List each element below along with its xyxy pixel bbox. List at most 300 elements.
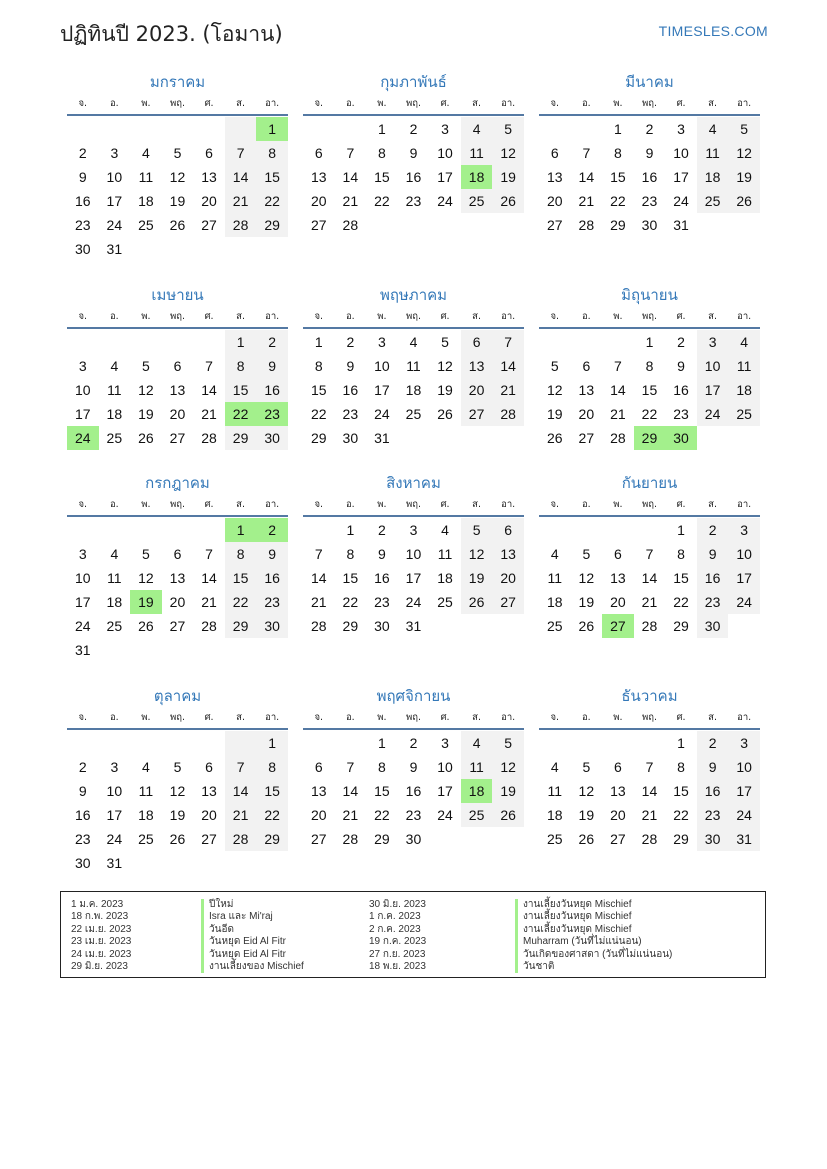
empty-cell xyxy=(67,731,99,755)
day-cell: 3 xyxy=(78,546,87,562)
day-cell: 7 xyxy=(645,546,654,562)
day-cell: 4 xyxy=(461,117,493,141)
day-cell: 2 xyxy=(645,121,654,137)
weekday-label: อา. xyxy=(501,499,516,510)
day-cell: 4 xyxy=(110,358,119,374)
legend-date: 30 มิ.ย. 2023 xyxy=(369,899,426,910)
day-cell: 9 xyxy=(378,546,386,562)
day-cell: 27 xyxy=(201,831,217,847)
day-cell: 3 xyxy=(728,518,760,542)
day-cell: 24 xyxy=(728,803,760,827)
day-cell: 29 xyxy=(225,614,257,638)
day-cell: 11 xyxy=(728,354,760,378)
weekday-label: จ. xyxy=(550,499,560,510)
empty-cell xyxy=(99,731,131,755)
holiday-day-cell: 1 xyxy=(256,117,288,141)
month-block xyxy=(539,283,760,450)
weekday-label: ศ. xyxy=(204,311,214,322)
day-cell: 30 xyxy=(697,827,729,851)
day-cell: 3 xyxy=(409,522,418,538)
day-cell: 12 xyxy=(138,382,154,398)
day-cell: 4 xyxy=(697,117,729,141)
day-cell: 2 xyxy=(256,330,288,354)
day-cell: 7 xyxy=(205,546,213,562)
day-cell: 27 xyxy=(492,590,524,614)
day-cell: 3 xyxy=(728,731,760,755)
month-name: มิถุนายน xyxy=(621,286,678,304)
day-cell: 3 xyxy=(110,759,119,775)
month-name: กุมภาพันธ์ xyxy=(380,73,447,91)
weekday-label: พฤ. xyxy=(641,712,657,723)
empty-cell xyxy=(193,117,225,141)
day-cell: 8 xyxy=(256,141,288,165)
weekday-label: อ. xyxy=(581,98,591,109)
day-cell: 14 xyxy=(225,779,257,803)
day-cell: 15 xyxy=(641,382,658,398)
day-cell: 5 xyxy=(173,759,182,775)
month-block xyxy=(303,283,524,450)
day-cell: 21 xyxy=(578,193,595,209)
day-cell: 1 xyxy=(378,735,386,751)
day-cell: 15 xyxy=(225,566,257,590)
day-cell: 20 xyxy=(610,807,626,823)
day-cell: 25 xyxy=(138,217,154,233)
weekday-label: อา. xyxy=(737,499,752,510)
day-cell: 18 xyxy=(437,570,453,586)
weekday-label: ศ. xyxy=(440,499,450,510)
day-cell: 27 xyxy=(461,402,493,426)
day-cell: 21 xyxy=(492,378,524,402)
day-grid xyxy=(539,117,760,237)
day-cell: 21 xyxy=(342,807,359,823)
weekday-label: ส. xyxy=(708,98,717,109)
weekday-header xyxy=(303,94,524,116)
day-cell: 30 xyxy=(256,614,288,638)
day-cell: 30 xyxy=(405,831,422,847)
weekday-label: ศ. xyxy=(676,311,686,322)
weekday-label: อ. xyxy=(345,499,355,510)
weekday-label: พฤ. xyxy=(641,98,657,109)
empty-cell xyxy=(571,330,603,354)
day-cell: 15 xyxy=(673,783,689,799)
holiday-day-cell: 2 xyxy=(256,518,288,542)
day-cell: 6 xyxy=(314,145,323,161)
day-cell: 10 xyxy=(437,759,453,775)
empty-cell xyxy=(571,518,603,542)
weekday-label: พฤ. xyxy=(405,311,421,322)
day-cell: 16 xyxy=(697,779,729,803)
day-cell: 22 xyxy=(610,193,626,209)
weekday-label: ส. xyxy=(236,712,245,723)
day-cell: 29 xyxy=(225,426,257,450)
weekday-label: ส. xyxy=(472,712,481,723)
day-cell: 6 xyxy=(550,145,559,161)
day-cell: 3 xyxy=(441,121,449,137)
month-name: กรกฎาคม xyxy=(145,474,210,492)
month-name: กันยายน xyxy=(621,474,678,492)
empty-cell xyxy=(193,518,225,542)
day-cell: 22 xyxy=(256,803,288,827)
legend-name: วันหยุด Eid Al Fitr xyxy=(201,949,304,961)
legend-date: 27 ก.ย. 2023 xyxy=(369,948,426,960)
empty-cell xyxy=(539,330,571,354)
day-cell: 21 xyxy=(225,803,257,827)
weekday-label: พฤ. xyxy=(641,311,657,322)
day-cell: 5 xyxy=(550,358,559,374)
weekday-label: ส. xyxy=(708,311,717,322)
day-cell: 27 xyxy=(310,831,327,847)
day-cell: 16 xyxy=(374,570,390,586)
day-cell: 7 xyxy=(346,759,355,775)
day-cell: 17 xyxy=(437,169,453,185)
day-cell: 15 xyxy=(342,570,359,586)
day-cell: 29 xyxy=(256,827,288,851)
day-cell: 8 xyxy=(378,145,386,161)
empty-cell xyxy=(99,518,131,542)
empty-cell xyxy=(539,117,571,141)
weekday-label: ศ. xyxy=(676,712,686,723)
empty-cell xyxy=(335,117,367,141)
day-cell: 5 xyxy=(461,518,493,542)
day-cell: 18 xyxy=(728,378,760,402)
day-cell: 17 xyxy=(673,169,689,185)
day-cell: 16 xyxy=(74,193,91,209)
day-cell: 28 xyxy=(225,827,257,851)
day-cell: 19 xyxy=(169,193,186,209)
day-cell: 28 xyxy=(310,618,327,634)
day-cell: 22 xyxy=(310,406,327,422)
day-cell: 29 xyxy=(673,831,689,847)
day-cell: 22 xyxy=(374,807,390,823)
day-cell: 17 xyxy=(374,382,390,398)
day-cell: 5 xyxy=(582,546,591,562)
day-cell: 11 xyxy=(138,783,154,799)
day-cell: 27 xyxy=(546,217,563,233)
day-cell: 12 xyxy=(578,570,595,586)
weekday-header xyxy=(539,495,760,517)
day-grid xyxy=(539,330,760,450)
day-cell: 28 xyxy=(342,217,359,233)
legend-names-right xyxy=(515,899,672,973)
day-cell: 9 xyxy=(346,358,355,374)
day-cell: 14 xyxy=(578,169,595,185)
empty-cell xyxy=(162,518,194,542)
day-cell: 17 xyxy=(405,570,422,586)
weekday-label: จ. xyxy=(550,712,560,723)
weekday-label: อา. xyxy=(737,311,752,322)
day-cell: 28 xyxy=(492,402,524,426)
holiday-day-cell: 23 xyxy=(256,402,288,426)
day-cell: 15 xyxy=(256,779,288,803)
day-cell: 20 xyxy=(610,594,626,610)
weekday-label: อา. xyxy=(501,311,516,322)
empty-cell xyxy=(602,330,634,354)
day-cell: 24 xyxy=(697,402,729,426)
day-cell: 10 xyxy=(74,382,91,398)
day-cell: 4 xyxy=(142,145,150,161)
day-cell: 29 xyxy=(610,217,626,233)
day-cell: 24 xyxy=(405,594,422,610)
day-cell: 24 xyxy=(374,406,390,422)
day-cell: 8 xyxy=(346,546,355,562)
weekday-label: พฤ. xyxy=(169,311,185,322)
day-cell: 18 xyxy=(405,382,422,398)
weekday-label: พ. xyxy=(613,712,623,723)
day-cell: 17 xyxy=(106,193,123,209)
day-cell: 14 xyxy=(342,169,359,185)
empty-cell xyxy=(130,731,162,755)
day-cell: 14 xyxy=(342,783,359,799)
holiday-legend xyxy=(60,891,766,978)
month-block xyxy=(539,471,760,638)
legend-date: 2 ก.ค. 2023 xyxy=(369,923,421,935)
day-cell: 12 xyxy=(492,141,524,165)
day-cell: 19 xyxy=(461,566,493,590)
weekday-label: ศ. xyxy=(204,499,214,510)
day-cell: 27 xyxy=(169,618,186,634)
day-cell: 26 xyxy=(437,406,453,422)
day-cell: 29 xyxy=(342,618,359,634)
day-cell: 26 xyxy=(578,618,595,634)
day-cell: 1 xyxy=(614,121,622,137)
day-cell: 28 xyxy=(578,217,595,233)
legend-name: วันเกิดของศาสดา (วันที่ไม่แน่นอน) xyxy=(515,949,672,961)
day-cell: 6 xyxy=(314,759,323,775)
month-block xyxy=(303,471,524,638)
day-cell: 23 xyxy=(697,590,729,614)
day-cell: 8 xyxy=(225,542,257,566)
day-cell: 19 xyxy=(437,382,453,398)
day-cell: 13 xyxy=(492,542,524,566)
day-cell: 31 xyxy=(106,241,123,257)
day-cell: 13 xyxy=(578,382,595,398)
day-cell: 9 xyxy=(409,145,418,161)
legend-name: งานเลี้ยงวันหยุด Mischief xyxy=(515,899,672,911)
day-cell: 10 xyxy=(106,169,123,185)
day-cell: 25 xyxy=(728,402,760,426)
weekday-label: พ. xyxy=(377,311,387,322)
weekday-label: อ. xyxy=(581,499,591,510)
day-cell: 28 xyxy=(342,831,359,847)
day-cell: 27 xyxy=(169,430,186,446)
day-cell: 20 xyxy=(578,406,595,422)
day-cell: 1 xyxy=(346,522,355,538)
day-cell: 15 xyxy=(374,783,390,799)
day-cell: 8 xyxy=(677,546,685,562)
day-cell: 10 xyxy=(673,145,689,161)
empty-cell xyxy=(67,518,99,542)
weekday-label: อา. xyxy=(737,712,752,723)
day-cell: 30 xyxy=(697,614,729,638)
day-cell: 29 xyxy=(256,213,288,237)
weekday-label: อา. xyxy=(501,712,516,723)
weekday-label: พ. xyxy=(141,311,151,322)
day-cell: 15 xyxy=(310,382,327,398)
day-cell: 22 xyxy=(225,590,257,614)
brand-link[interactable]: TIMESLES.COM xyxy=(658,23,768,39)
day-cell: 2 xyxy=(409,121,418,137)
legend-date: 24 เม.ย. 2023 xyxy=(71,948,132,960)
day-cell: 8 xyxy=(225,354,257,378)
day-cell: 24 xyxy=(74,618,91,634)
empty-cell xyxy=(130,518,162,542)
weekday-label: จ. xyxy=(314,499,324,510)
day-cell: 19 xyxy=(138,406,154,422)
day-cell: 7 xyxy=(614,358,622,374)
day-cell: 20 xyxy=(201,193,217,209)
day-cell: 28 xyxy=(610,430,626,446)
day-cell: 26 xyxy=(169,217,186,233)
day-cell: 17 xyxy=(74,594,91,610)
day-cell: 20 xyxy=(310,807,327,823)
day-cell: 13 xyxy=(201,783,217,799)
day-cell: 8 xyxy=(614,145,622,161)
day-cell: 13 xyxy=(169,382,186,398)
weekday-header xyxy=(67,495,288,517)
day-cell: 6 xyxy=(205,145,213,161)
day-cell: 9 xyxy=(645,145,654,161)
day-cell: 7 xyxy=(225,755,257,779)
day-cell: 31 xyxy=(74,642,91,658)
day-cell: 10 xyxy=(106,783,123,799)
day-cell: 31 xyxy=(405,618,422,634)
day-cell: 10 xyxy=(74,570,91,586)
day-cell: 4 xyxy=(550,546,559,562)
holiday-day-cell: 18 xyxy=(461,165,493,189)
day-cell: 15 xyxy=(673,570,689,586)
day-cell: 11 xyxy=(697,141,729,165)
weekday-label: พ. xyxy=(377,499,387,510)
weekday-header xyxy=(539,94,760,116)
day-cell: 29 xyxy=(310,430,327,446)
day-cell: 24 xyxy=(437,807,453,823)
weekday-label: อา. xyxy=(265,499,280,510)
day-cell: 18 xyxy=(106,594,123,610)
weekday-label: พ. xyxy=(613,499,623,510)
day-cell: 2 xyxy=(378,522,386,538)
month-block xyxy=(67,471,288,662)
day-cell: 9 xyxy=(256,354,288,378)
day-cell: 14 xyxy=(492,354,524,378)
day-cell: 6 xyxy=(582,358,591,374)
day-cell: 16 xyxy=(405,169,422,185)
legend-name: Isra และ Mi'raj xyxy=(201,911,304,923)
day-cell: 24 xyxy=(106,831,123,847)
weekday-label: พฤ. xyxy=(405,98,421,109)
month-block xyxy=(303,684,524,851)
empty-cell xyxy=(193,330,225,354)
day-cell: 5 xyxy=(142,546,150,562)
day-cell: 19 xyxy=(578,594,595,610)
day-cell: 8 xyxy=(378,759,386,775)
day-grid xyxy=(67,518,288,662)
day-cell: 20 xyxy=(169,406,186,422)
day-cell: 30 xyxy=(342,430,359,446)
day-cell: 22 xyxy=(673,807,689,823)
day-cell: 17 xyxy=(728,566,760,590)
day-cell: 19 xyxy=(546,406,563,422)
weekday-label: อ. xyxy=(345,98,355,109)
month-name: มกราคม xyxy=(149,73,206,91)
day-cell: 12 xyxy=(138,570,154,586)
day-cell: 30 xyxy=(74,241,91,257)
day-cell: 9 xyxy=(697,542,729,566)
holiday-day-cell: 30 xyxy=(665,426,697,450)
day-cell: 18 xyxy=(138,807,154,823)
day-cell: 1 xyxy=(378,121,386,137)
day-cell: 7 xyxy=(225,141,257,165)
day-cell: 30 xyxy=(374,618,390,634)
day-cell: 27 xyxy=(310,217,327,233)
day-cell: 17 xyxy=(697,378,729,402)
empty-cell xyxy=(162,117,194,141)
day-grid xyxy=(67,731,288,875)
day-cell: 21 xyxy=(610,406,626,422)
day-cell: 2 xyxy=(346,334,355,350)
day-cell: 17 xyxy=(728,779,760,803)
day-cell: 16 xyxy=(256,378,288,402)
empty-cell xyxy=(602,731,634,755)
holiday-day-cell: 19 xyxy=(130,590,162,614)
weekday-header xyxy=(303,708,524,730)
legend-date: 29 มิ.ย. 2023 xyxy=(71,960,128,972)
weekday-label: พ. xyxy=(613,98,623,109)
day-cell: 23 xyxy=(641,193,658,209)
day-cell: 12 xyxy=(546,382,563,398)
weekday-label: อ. xyxy=(109,98,119,109)
day-cell: 26 xyxy=(138,618,154,634)
day-cell: 2 xyxy=(697,518,729,542)
day-cell: 12 xyxy=(169,169,186,185)
day-cell: 11 xyxy=(406,358,421,374)
weekday-label: ส. xyxy=(236,499,245,510)
day-cell: 1 xyxy=(677,522,685,538)
day-cell: 20 xyxy=(201,807,217,823)
day-cell: 2 xyxy=(78,145,87,161)
day-cell: 11 xyxy=(107,382,122,398)
day-cell: 23 xyxy=(74,831,91,847)
legend-name: งานเลี้ยงวันหยุด Mischief xyxy=(515,911,672,923)
month-block xyxy=(67,70,288,261)
day-cell: 8 xyxy=(314,358,323,374)
weekday-label: พ. xyxy=(613,311,623,322)
weekday-label: อ. xyxy=(581,712,591,723)
empty-cell xyxy=(539,731,571,755)
day-cell: 17 xyxy=(106,807,123,823)
day-cell: 15 xyxy=(256,165,288,189)
day-cell: 28 xyxy=(641,618,658,634)
day-cell: 15 xyxy=(610,169,626,185)
day-cell: 1 xyxy=(225,330,257,354)
weekday-label: พฤ. xyxy=(405,499,421,510)
day-cell: 28 xyxy=(201,430,217,446)
weekday-label: ศ. xyxy=(676,499,686,510)
day-grid xyxy=(539,518,760,638)
empty-cell xyxy=(303,731,335,755)
month-name: พฤศจิกายน xyxy=(376,687,451,705)
legend-date: 23 เม.ย. 2023 xyxy=(71,936,132,948)
weekday-label: พฤ. xyxy=(169,499,185,510)
weekday-label: อา. xyxy=(265,98,280,109)
day-cell: 13 xyxy=(310,783,327,799)
weekday-label: อ. xyxy=(345,311,355,322)
day-cell: 21 xyxy=(641,807,658,823)
day-cell: 13 xyxy=(610,570,626,586)
day-cell: 23 xyxy=(342,406,359,422)
day-cell: 23 xyxy=(374,594,390,610)
day-cell: 26 xyxy=(138,430,154,446)
day-cell: 2 xyxy=(677,334,685,350)
